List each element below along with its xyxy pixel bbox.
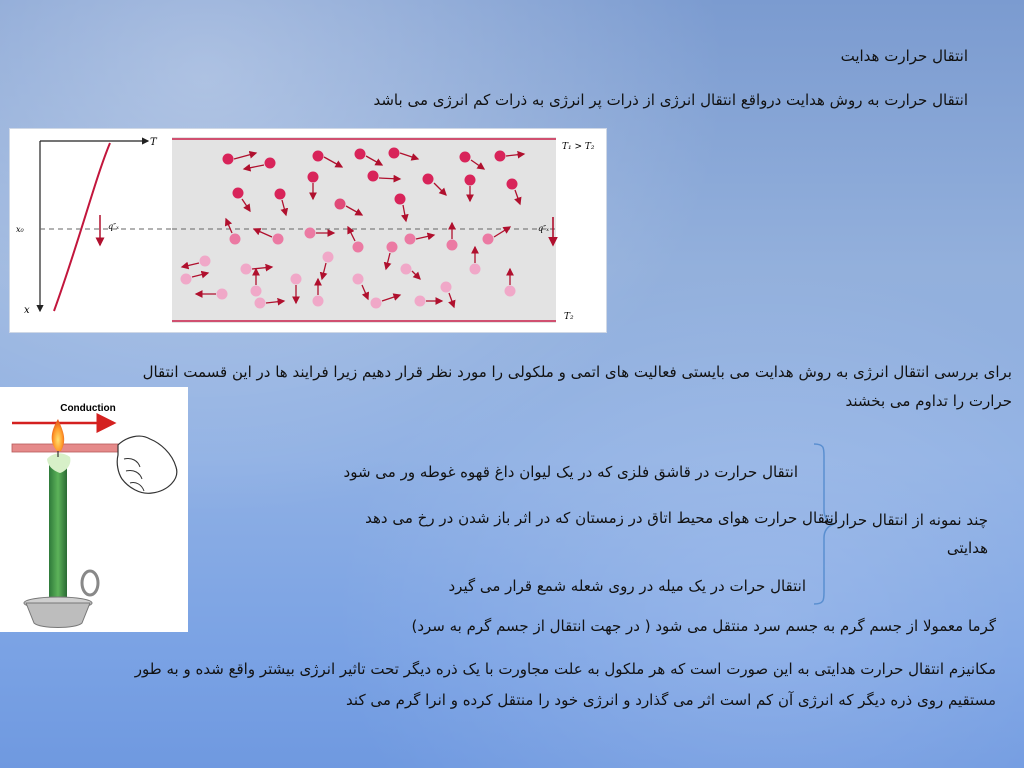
- molecule: [275, 189, 286, 200]
- molecule: [405, 234, 416, 245]
- t2-label: T₂: [564, 312, 574, 322]
- molecule: [460, 152, 471, 163]
- molecule: [305, 228, 316, 239]
- molecule: [323, 252, 334, 263]
- molecule: [353, 274, 364, 285]
- paragraph-direction: گرما معمولا از جسم گرم به جسم سرد منتقل می شود ( در جهت انتقال از جسم گرم به سرد): [411, 617, 996, 635]
- molecule: [441, 282, 452, 293]
- molecule: [387, 242, 398, 253]
- molecule: [313, 296, 324, 307]
- candle-conduction-figure: [0, 387, 188, 632]
- axis-x-label: x: [24, 305, 30, 316]
- right-q-label: q″ₓ: [538, 224, 549, 233]
- molecule: [251, 286, 262, 297]
- molecule: [273, 234, 284, 245]
- slab-region: [172, 137, 556, 323]
- example-item: انتقال حرارت هوای محیط اتاق در زمستان که در اثر باز شدن در رخ می دهد: [365, 509, 838, 527]
- molecule: [470, 264, 481, 275]
- molecule: [353, 242, 364, 253]
- conduction-title: Conduction: [60, 403, 116, 414]
- molecule: [423, 174, 434, 185]
- molecule: [447, 240, 458, 251]
- molecule: [230, 234, 241, 245]
- paragraph-mechanism: مکانیزم انتقال حرارت هدایتی به این صورت است که هر ملکول به علت مجاورت با یک ذره دیگر تحت تاثیر انرژی بیشتر واقع شده و به طور مستقیم روی ذره دیگر که انرژی آن کم است اثر می گذارد و انرژی خود را منتقل کرده و انرا گرم می کند: [134, 660, 996, 709]
- molecule: [505, 286, 516, 297]
- left-q-label: q″ₓ: [108, 222, 119, 231]
- x0-label: x₀: [16, 225, 24, 234]
- molecule: [241, 264, 252, 275]
- molecule: [495, 151, 506, 162]
- candle-body: [49, 457, 67, 601]
- molecule: [308, 172, 319, 183]
- molecule: [507, 179, 518, 190]
- molecule: [465, 175, 476, 186]
- candle-diagram: [0, 387, 188, 632]
- slide-title: انتقال حرارت هدایت: [840, 47, 968, 65]
- molecule: [217, 289, 228, 300]
- molecule: [389, 148, 400, 159]
- molecule: [291, 274, 302, 285]
- molecule: [483, 234, 494, 245]
- molecule: [355, 149, 366, 160]
- example-item: انتقال حرات در یک میله در روی شعله شمع قرار می گیرد: [448, 577, 806, 595]
- molecule: [335, 199, 346, 210]
- molecule: [401, 264, 412, 275]
- paragraph-activity: برای بررسی انتقال انرژی به روش هدایت می بایستی فعالیت های اتمی و ملکولی را مورد نظر قرار دهیم زیرا فرایند ها در این قسمت انتقال حرارت را تداوم می بخشند: [142, 363, 1012, 410]
- molecule: [265, 158, 276, 169]
- molecule: [371, 298, 382, 309]
- holder-dish: [26, 603, 90, 628]
- metal-rod: [12, 444, 124, 452]
- molecule: [200, 256, 211, 267]
- example-item: انتقال حرارت در قاشق فلزی که در یک لیوان داغ قهوه غوطه ور می شود: [343, 463, 798, 481]
- intro-text: انتقال حرارت به روش هدایت درواقع انتقال انرژی از ذرات پر انرژی به ذرات کم انرژی می باشد: [373, 91, 968, 109]
- molecule: [233, 188, 244, 199]
- molecule: [415, 296, 426, 307]
- molecule: [255, 298, 266, 309]
- hand-outline: [117, 436, 177, 493]
- t1-label: T₁ > T₂: [562, 142, 595, 152]
- molecule: [368, 171, 379, 182]
- molecule-conduction-figure: [9, 128, 607, 333]
- molecule: [223, 154, 234, 165]
- molecule-diagram: [10, 129, 608, 334]
- temperature-profile-curve: [54, 143, 110, 311]
- molecule: [181, 274, 192, 285]
- molecule: [313, 151, 324, 162]
- holder-handle: [82, 571, 98, 595]
- axis-t-label: T: [150, 137, 157, 148]
- molecule: [395, 194, 406, 205]
- examples-label: چند نمونه از انتقال حرارت هدایتی: [824, 511, 988, 557]
